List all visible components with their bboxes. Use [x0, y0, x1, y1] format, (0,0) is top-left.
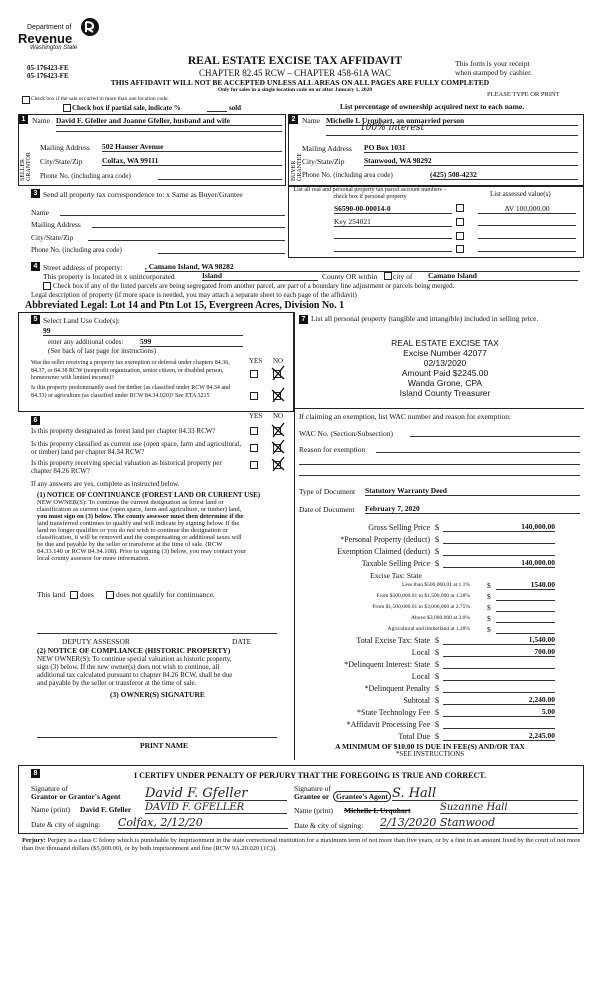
correspondence-phone-label: Phone No. (including area code) [31, 246, 122, 254]
parcel-4-value[interactable] [478, 251, 576, 252]
exemption-label: If claiming an exemption, list WAC number and reason for exemption: [299, 412, 512, 421]
penalty-dollar: $ [435, 684, 439, 693]
parcel-3-value[interactable] [478, 238, 576, 239]
exemption-claimed-label: Exemption Claimed (deduct) [337, 547, 430, 556]
print-name-label: PRINT NAME [140, 741, 188, 750]
multi-location-checkbox[interactable] [22, 96, 30, 104]
tech-fee-label: *State Technology Fee [356, 708, 430, 717]
tier-2-value[interactable] [496, 600, 555, 601]
notice-1-line-8: 84.33.140 or RCW 84.34.108). Prior to signing (3) below, you may contact your [37, 548, 246, 555]
correspondence-name[interactable] [60, 215, 285, 216]
section-8-number: 8 [31, 769, 40, 778]
s6-yes-header: YES [249, 412, 263, 420]
s5-q1-no-mark-icon [270, 365, 286, 381]
personal-property-label: List all personal property (tangible and intangible) included in selling price. [311, 314, 539, 323]
reference-number-2: 05-176423-FE [27, 72, 69, 80]
multi-location-label: Check box if the sale occurred in more than one location code. [31, 96, 169, 102]
tier-4-value[interactable] [496, 622, 555, 623]
buyer-city-label: City/State/Zip [302, 157, 345, 166]
stamp-line-1: REAL ESTATE EXCISE TAX [391, 338, 499, 348]
notice-1-line-3: you must sign on (3) below. The county assessor must then determine if the [37, 513, 244, 520]
section-6-number: 6 [31, 416, 40, 425]
perjury-text: Perjury is a class C felony which is punishable by imprisonment in the state correctional institution for a maximum term of not more than five years, or by a fine in an amount fixed by the court of not more than five thousand dollars ($5,000.00), or by both imprisonment and fine (RCW 9A.20.020 (1C)). [22, 837, 581, 852]
tier-4-label: Above $3,000,000 at 3.0% [411, 615, 470, 621]
tier-3-dollar: $ [487, 603, 491, 612]
parcel-1[interactable]: S6590-00-00014-0 [334, 204, 452, 214]
grantee-sig-label-1: Signature of [294, 784, 331, 793]
notice-1-line-4: land transferred continues to qualify and will indicate by signing below. If the [37, 520, 240, 527]
correspondence-name-label: Name [31, 208, 49, 217]
tech-fee[interactable]: 5.00 [443, 707, 555, 717]
seller-city[interactable]: Colfax, WA 99111 [102, 156, 282, 166]
parcel-3[interactable] [334, 238, 452, 239]
certify-statement: I CERTIFY UNDER PENALTY OF PERJURY THAT THE FOREGOING IS TRUE AND CORRECT. [133, 771, 486, 780]
located-label: This property is located in x unincorporated [43, 272, 175, 281]
partial-sale-checkbox[interactable] [63, 104, 71, 112]
deputy-assessor-label: DEPUTY ASSESSOR [62, 637, 130, 646]
seller-mailing[interactable]: 502 Hauser Avenue [102, 142, 282, 152]
does-not-checkbox[interactable] [106, 591, 114, 599]
section-5-number: 5 [31, 315, 40, 324]
tier-4-dollar: $ [487, 614, 491, 623]
value-header: List assessed value(s) [490, 190, 551, 198]
notice-1-line-7: be due and payable by the seller or transferor at the time of sale. (RCW [37, 541, 223, 548]
delinq-local-label: Local [411, 672, 430, 681]
grantee-date-label: Date & city of signing: [294, 821, 364, 830]
grantor-name-typed: David F. Gfeller [80, 805, 132, 814]
doc-type-label: Type of Document [299, 487, 356, 496]
buyer-name-label: Name [302, 116, 320, 125]
tier-3-label: From $1,500,000.01 to $3,000,000 at 2.75% [372, 604, 470, 610]
reason-line-2[interactable] [299, 464, 580, 465]
tier-1-dollar: $ [487, 581, 491, 590]
s6-question-2: Is this property classified as current use (open space, farm and agricultural, or timber) land per chapter 84.34 RCW? [31, 440, 242, 456]
local-tax[interactable]: 700.00 [443, 647, 555, 657]
notice-2-line-1: NEW OWNER(S): To continue special valuation as historic property, [37, 655, 232, 663]
receipt-note-1: This form is your receipt [455, 59, 530, 68]
gross-label: Gross Selling Price [368, 523, 430, 532]
sold-label: sold [229, 104, 242, 112]
grantor-sig-label-2: Grantor or Grantor's Agent [31, 792, 121, 801]
total-due-dollar: $ [435, 732, 439, 741]
land-use-code[interactable]: 99 [43, 326, 243, 336]
reason-input[interactable] [376, 452, 580, 453]
buyer-interest-note: 100% interest [360, 123, 425, 133]
local-dollar: $ [435, 648, 439, 657]
parcel-2-personal-checkbox[interactable] [456, 218, 464, 226]
pct-list-label: List percentage of ownership acquired next to each name. [340, 102, 525, 111]
s6-question-1: Is this property designated as forest land per chapter 84.33 RCW? [31, 427, 216, 435]
buyer-mailing[interactable]: PO Box 1031 [364, 143, 578, 153]
notice-1-title: (1) NOTICE OF CONTINUANCE (FOREST LAND OR CURRENT USE) [37, 491, 261, 499]
wac-label: WAC No. (Section/Subsection) [299, 429, 393, 438]
s6-q2-yes-checkbox[interactable] [250, 444, 258, 452]
s5-q2-no-mark-icon [270, 387, 286, 403]
form-only-for: Only for sales in a single location code on or after January 1, 2020 [217, 87, 373, 93]
stamp-line-4: Amount Paid $2245.00 [401, 368, 489, 378]
local-label: Local [411, 648, 430, 657]
total-state-dollar: $ [435, 636, 439, 645]
buyer-name[interactable]: Michelle L Urquhart, an unmarried person [326, 116, 578, 126]
section-7-number: 7 [299, 315, 308, 324]
partial-sale-line[interactable] [207, 111, 227, 112]
grantor-date-city[interactable]: Colfax, 2/12/20 [118, 817, 288, 829]
stamp-line-2: Excise Number 42077 [403, 348, 487, 358]
seller-phone[interactable] [158, 179, 282, 180]
grantee-signature[interactable]: S. Hall [392, 787, 578, 801]
seller-mailing-label: Mailing Address [40, 143, 90, 152]
additional-codes-label: enter any additional codes: [48, 338, 124, 346]
parcel-4[interactable] [334, 251, 452, 252]
please-type: PLEASE TYPE OR PRINT [487, 91, 560, 98]
subtotal[interactable]: 2,240.00 [443, 695, 555, 705]
receipt-note-2: when stamped by cashier. [455, 68, 533, 77]
grantor-name-handwritten[interactable]: DAVID F. GFELLER [145, 803, 287, 814]
correspondence-phone[interactable] [158, 253, 285, 254]
s5-question-2: Is this property predominantly used for timber (as classified under RCW 84.34 and 84.33) or agriculture (as classified under RCW 84.34.020)? See ETA 3215 [31, 385, 231, 399]
street-label: Street address of property: [43, 263, 123, 272]
county[interactable]: Island [202, 271, 318, 281]
tier-5-value[interactable] [496, 633, 555, 634]
parcel-header: List all real and personal property tax parcel account numbers – check box if personal property [293, 187, 447, 200]
tier-1-value[interactable]: 1540.00 [496, 580, 555, 590]
parcel-1-value[interactable]: AV 100,000.00 [478, 204, 576, 214]
form-subtitle: CHAPTER 82.45 RCW – CHAPTER 458-61A WAC [199, 68, 391, 78]
notice-1-line-2: classification as current use (open space, farm and agriculture, or timber) land, [37, 506, 242, 513]
additional-codes[interactable]: 599 [140, 337, 243, 347]
delinq-state-label: *Delinquent Interest: State [344, 660, 430, 669]
segregated-checkbox[interactable] [43, 282, 51, 290]
notice-1-line-6: classification, it will be removed and the compensating or additional taxes will [37, 534, 242, 541]
total-due-label: Total Due [398, 732, 430, 741]
buyer-phone-label: Phone No. (including area code) [302, 171, 393, 179]
form-title: REAL ESTATE EXCISE TAX AFFIDAVIT [187, 55, 403, 67]
if-yes-note: If any answers are yes, complete as instructed below. [31, 480, 180, 488]
grantee-name-label: Name (print) [294, 806, 333, 815]
s6-q3-yes-checkbox[interactable] [250, 461, 258, 469]
notice-2-line-2: sign (3) below. If the new owner(s) does not wish to continue, all [37, 663, 220, 671]
does-label: does [80, 590, 94, 599]
buyer-name-line2 [326, 135, 578, 136]
s6-q3-no-mark-icon [270, 456, 286, 472]
column-divider [294, 312, 295, 760]
notice-2-line-3: additional tax calculated pursuant to chapter 84.26 RCW, shall be due [37, 671, 233, 679]
correspondence-city-label: City/State/Zip [31, 233, 74, 242]
total-due[interactable]: 2,245.00 [443, 731, 555, 741]
s5-question-1: Was the seller receiving a property tax exemption or deferral under chapters 84.36, 84.37, or 84.38 RCW (nonprofit organization, senior citizen, or disabled person, homeowner with limited income)? [31, 360, 230, 381]
tech-fee-dollar: $ [435, 708, 439, 717]
dept-line2: Revenue [18, 31, 73, 46]
seller-name[interactable]: David F. Gfeller and Joanne Gfeller, husband and wife [56, 116, 282, 126]
parcel-1-personal-checkbox[interactable] [456, 204, 464, 212]
stamp-line-5: Wanda Grone, CPA [407, 378, 483, 388]
delinq-penalty[interactable] [443, 692, 555, 693]
delinq-local[interactable] [443, 680, 555, 681]
doc-date-label: Date of Document [299, 505, 355, 514]
taxable-dollar: $ [435, 559, 439, 568]
partial-sale-label: Check box if partial sale, indicate % [72, 104, 181, 112]
tier-5-dollar: $ [487, 625, 491, 634]
minimum-note: A MINIMUM OF $10.00 IS DUE IN FEE(S) AND/OR TAX [335, 742, 525, 751]
section-4-number: 4 [31, 262, 40, 271]
subtotal-label: Subtotal [403, 696, 430, 705]
form-warning: THIS AFFIDAVIT WILL NOT BE ACCEPTED UNLESS ALL AREAS ON ALL PAGES ARE FULLY COMPLETED [110, 78, 490, 87]
perjury-notice [22, 837, 584, 853]
notice-2-title: (2) NOTICE OF COMPLIANCE (HISTORIC PROPERTY) [37, 646, 231, 655]
seller-name-label: Name [32, 116, 50, 125]
tier-5-label: Agricultural and timberland at 1.28% [387, 626, 470, 632]
dept-line3: Washington State [30, 45, 78, 51]
affidavit-fee[interactable] [443, 728, 555, 729]
grantor-signature[interactable]: David F. Gfeller [145, 787, 287, 801]
parcel-4-personal-checkbox[interactable] [456, 245, 464, 253]
buyer-city[interactable]: Stanwood, WA 98292 [364, 156, 578, 166]
s6-q2-no-mark-icon [270, 439, 286, 455]
does-checkbox[interactable] [70, 591, 78, 599]
subtotal-dollar: $ [435, 696, 439, 705]
tier-1-label: Less than $500,000.01 at 1.1% [402, 582, 470, 588]
see-back-note: (See back of last page for instructions) [48, 347, 157, 355]
section-2-number: 2 [289, 115, 298, 124]
buyer-mailing-label: Mailing Address [302, 144, 352, 153]
deputy-signature-line[interactable] [37, 633, 277, 634]
s6-no-header: NO [273, 412, 284, 420]
grantee-date-city[interactable]: 2/13/2020 Stanwood [380, 817, 578, 829]
owner-print-line[interactable] [37, 737, 277, 738]
see-instructions: *SEE INSTRUCTIONS [395, 750, 465, 758]
s5-no-header: NO [273, 357, 284, 365]
doc-date[interactable]: February 7, 2020 [365, 504, 580, 514]
affidavit-fee-label: *Affidavit Processing Fee [346, 720, 430, 729]
s5-q1-yes-checkbox[interactable] [250, 370, 258, 378]
exemption-dollar: $ [435, 547, 439, 556]
land-use-label: Select Land Use Code(s): [43, 316, 120, 325]
seller-city-label: City/State/Zip [40, 157, 83, 166]
taxable-label: Taxable Selling Price [361, 559, 430, 568]
tier-3-value[interactable] [496, 611, 555, 612]
city-of-checkbox[interactable] [384, 272, 392, 280]
correspondence-city[interactable] [88, 240, 285, 241]
s6-question-3: Is this property receiving special valuation as historical property per chapter 84.26 RCW? [31, 459, 222, 475]
reason-line-3[interactable] [299, 475, 580, 476]
correspondence-mailing-label: Mailing Address [31, 220, 81, 229]
wac-input[interactable] [410, 436, 580, 437]
notice-1-line-9: local county assessor for more information. [37, 555, 150, 562]
abbreviated-legal: Abbreviated Legal: Lot 14 and Ptn Lot 15, Evergreen Acres, Division No. 1 [25, 300, 345, 311]
taxable-selling-price[interactable]: 140,000.00 [443, 558, 555, 568]
revenue-logo-icon [80, 17, 100, 37]
gross-dollar: $ [435, 523, 439, 532]
grantee-sig-label-2: Grantee or [294, 792, 330, 801]
grantor-sig-label-1: Signature of [31, 784, 68, 793]
seller-phone-label: Phone No. (including area code) [40, 172, 131, 180]
city-of[interactable]: Camano Island [428, 271, 578, 281]
total-state[interactable]: 1,540.00 [443, 635, 555, 645]
does-not-label: does not qualify for continuance. [116, 590, 215, 599]
seller-side-label: SELLER GRANTOR [20, 152, 32, 181]
grantee-agent-circled: Grantee's Agent [333, 791, 391, 802]
s6-q1-yes-checkbox[interactable] [250, 427, 258, 435]
reason-label: Reason for exemption [299, 445, 366, 454]
parcel-3-personal-checkbox[interactable] [456, 232, 464, 240]
county-label: County OR within [322, 272, 378, 281]
buyer-side-label: BUYER GRANTEE [291, 153, 303, 181]
perjury-title: Perjury: [22, 837, 46, 844]
tier-2-label: From $500,000.01 to $1,500,000 at 1.28% [376, 593, 470, 599]
grantor-name-label: Name (print) [31, 805, 70, 814]
dept-line1: Department of [27, 24, 72, 31]
correspondence-mailing[interactable] [92, 227, 285, 228]
total-state-label: Total Excise Tax: State [356, 636, 430, 645]
parcel-2-value[interactable] [478, 225, 576, 226]
this-land-label: This land [37, 590, 66, 599]
legal-desc-label: Legal description of property (if more space is needed, you may attach a separate sheet to each page of the affidavit) [31, 291, 357, 299]
notice-1-line-5: land no longer qualifies or you do not wish to continue the designation or [37, 527, 228, 534]
owner-signature-label: (3) OWNER(S) SIGNATURE [110, 690, 205, 699]
date-label: DATE [232, 637, 252, 646]
delinq-state-dollar: $ [435, 660, 439, 669]
gross-selling-price[interactable]: 140,000.00 [443, 522, 555, 532]
parcel-2[interactable]: Key 254021 [334, 217, 452, 227]
s5-q2-yes-checkbox[interactable] [250, 392, 258, 400]
personal-label: *Personal Property (deduct) [340, 535, 430, 544]
segregated-label: Check box if any of the listed parcels are being segregated from another parcel, are part of a boundary line adjustment or parcels being merged. [53, 282, 455, 290]
grantee-name-struck: Michelle L Urquhart [344, 806, 411, 815]
seller-name-line2 [56, 131, 282, 132]
reference-number-1: 05-176423-FE [27, 64, 69, 72]
s6-q1-no-mark-icon [270, 422, 286, 438]
personal-property[interactable] [443, 543, 555, 544]
buyer-phone[interactable]: (425) 508-4232 [430, 170, 578, 180]
tier-2-dollar: $ [487, 592, 491, 601]
penalty-label: *Delinquent Penalty [364, 684, 430, 693]
delinq-local-dollar: $ [435, 672, 439, 681]
grantee-name-handwritten[interactable]: Suzanne Hall [440, 803, 578, 814]
delinq-state[interactable] [443, 668, 555, 669]
notice-2-line-4: and payable by the seller or transferor at the time of sale. [37, 679, 197, 687]
city-of-label: city of [393, 272, 413, 281]
grantor-date-label: Date & city of signing: [31, 820, 101, 829]
correspondence-label: Send all property tax correspondence to: x Same as Buyer/Grantee [43, 190, 243, 199]
affidavit-fee-dollar: $ [435, 720, 439, 729]
stamp-line-3: 02/13/2020 [423, 358, 467, 368]
notice-1-line-1: NEW OWNER(S): To continue the current designation as forest land or [37, 499, 224, 506]
section-1-number: 1 [19, 115, 28, 124]
excise-header: Excise Tax: State [370, 571, 422, 580]
section-3-number: 3 [31, 189, 40, 198]
stamp-line-6: Island County Treasurer [399, 388, 491, 398]
personal-dollar: $ [435, 535, 439, 544]
exemption-claimed[interactable] [443, 555, 555, 556]
section-7-divider [294, 408, 584, 409]
s5-yes-header: YES [249, 357, 263, 365]
doc-type[interactable]: Statutory Warranty Deed [365, 486, 580, 496]
street-address[interactable]: , Camano Island, WA 98282 [145, 262, 580, 272]
